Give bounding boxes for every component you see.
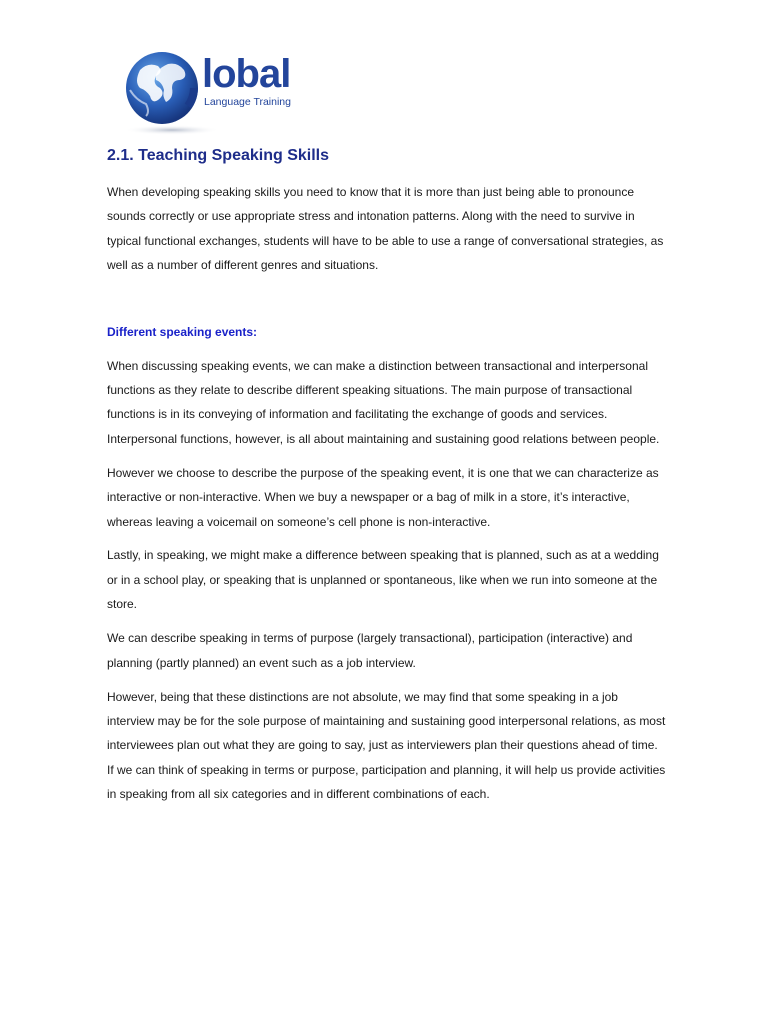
logo-subtitle: Language Training [204,96,291,108]
document-body [107,146,667,807]
paragraph-planned: Lastly, in speaking, we might make a difference between speaking that is planned, such as at a wedding or in a school play, or speaking that is unplanned or spontaneous, like when we run into someone at the store. [107,548,659,612]
logo-wordmark: lobal [202,52,291,96]
global-logo [110,44,310,139]
paragraph-transactional: When discussing speaking events, we can make a distinction between transactional and interpersonal functions as they relate to describe different speaking situations. The main purpose of transactional functions is in its conveying of information and facilitating the exchange of goods and services. Interpersonal functions, however, is all about maintaining and sustaining good relations between people. [107,358,660,446]
section-heading: Different speaking events: [107,324,258,339]
paragraph-interactive: However we choose to describe the purpose of the speaking event, it is one that we can characterize as interactive or non-interactive. When we buy a newspaper or a bag of milk in a store, it’s interactive, whereas leaving a voicemail on someone’s cell phone is non-interactive. [107,465,659,529]
paragraph-distinctions: However, being that these distinctions are not absolute, we may find that some speaking in a job interview may be for the sole purpose of maintaining and sustaining good interpersonal relations, as most interviewees plan out what they are going to say, just as interviewers plan their questions ahead of time. If we can think of speaking in terms or purpose, participation and planning, it will help us provide activities in speaking from all six categories and in different combinations of each. [107,689,666,802]
page-title: 2.1. Teaching Speaking Skills [107,147,330,164]
paragraph-job-interview: We can describe speaking in terms of purpose (largely transactional), participation (interactive) and planning (partly planned) an event such as a job interview. [107,631,633,670]
intro-paragraph: When developing speaking skills you need to know that it is more than just being able to pronounce sounds correctly or use appropriate stress and intonation patterns. Along with the need to survive in typical functional exchanges, students will have to be able to use a range of conversational strategies, as well as a number of different genres and situations. [107,185,664,273]
